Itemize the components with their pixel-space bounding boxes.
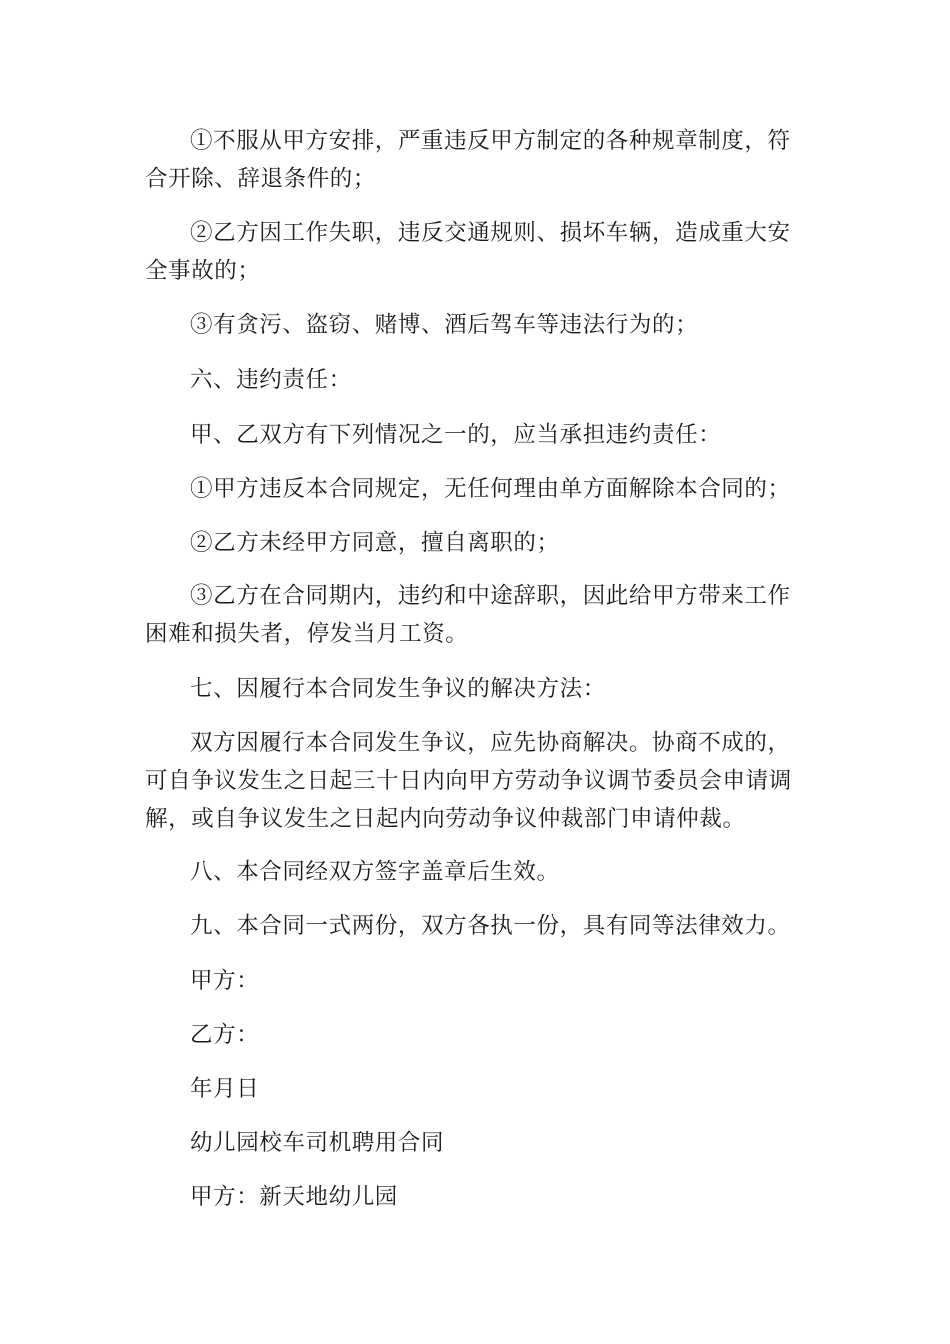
paragraph-breach-3: ③乙方在合同期内，违约和中途辞职，因此给甲方带来工作困难和损失者，停发当月工资。 [145,583,791,647]
paragraph-clause-9: 九、本合同一式两份，双方各执一份，具有同等法律效力。 [190,913,791,939]
party-a-name: 甲方：新天地幼儿园 [190,1184,398,1210]
signature-date: 年月日 [190,1076,260,1102]
section-heading-breach: 六、违约责任： [190,367,352,393]
signature-party-a: 甲方： [190,968,260,994]
section-heading-dispute: 七、因履行本合同发生争议的解决方法： [190,676,606,702]
paragraph-clause-8: 八、本合同经双方签字盖章后生效。 [190,859,560,885]
signature-party-b: 乙方： [190,1022,260,1048]
paragraph-dispute: 双方因履行本合同发生争议，应先协商解决。协商不成的，可自争议发生之日起三十日内向甲方劳动争议调节委员会申请调解，或自争议发生之日起内向劳动争议仲裁部门申请仲裁。 [145,730,792,832]
paragraph-breach-intro: 甲、乙双方有下列情况之一的，应当承担违约责任： [190,422,722,448]
contract-title: 幼儿园校车司机聘用合同 [190,1130,445,1156]
paragraph-clause-5-2: ②乙方因工作失职，违反交通规则、损坏车辆，造成重大安全事故的； [145,220,791,284]
paragraph-breach-2: ②乙方未经甲方同意，擅自离职的； [190,530,560,556]
paragraph-clause-5-1: ①不服从甲方安排，严重违反甲方制定的各种规章制度，符合开除、辞退条件的； [145,128,791,192]
paragraph-breach-1: ①甲方违反本合同规定，无任何理由单方面解除本合同的； [190,476,791,502]
paragraph-clause-5-3: ③有贪污、盗窃、赌博、酒后驾车等违法行为的； [190,312,699,338]
